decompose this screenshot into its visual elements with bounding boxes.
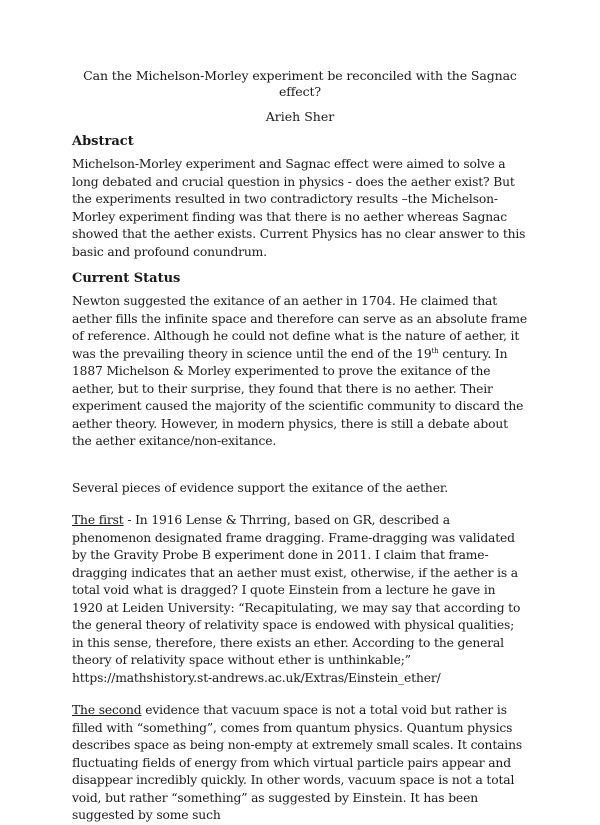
- current-status-heading: Current Status: [72, 271, 181, 286]
- paper-title: Can the Michelson-Morley experiment be reconciled with the Sagnac effect?: [83, 68, 517, 99]
- abstract-paragraph: Michelson-Morley experiment and Sagnac effect were aimed to solve a long debated and crucial question in physics - does the aether exist? But the experiments resulted in two contradictory results –the Michelson-Morley experiment finding was that there is no aether whereas Sagnac showed that the aether exists. Current Physics has no clear answer to this basic and profound conundrum.: [72, 157, 526, 259]
- status-text-start: Newton suggested the exitance of an aether in 1704. He claimed that aether fills the infinite space and therefore can serve as an absolute frame of reference. Although he could not define what is the nature of aether, it was the prevailing theory in science until the end of the 19: [72, 294, 527, 361]
- current-status-paragraph: [72, 293, 528, 451]
- status-text-end: century. In 1887 Michelson & Morley experimented to prove the exitance of the aether, but to their surprise, they found that there is no aether. Their experiment caused the majority of the scientific community to discard the aether theory. However, in modern physics, there is still a debate about the aether exitance/non-exitance.: [72, 346, 524, 448]
- second-evidence-paragraph: [72, 702, 528, 825]
- superscript-th: th: [431, 346, 439, 355]
- second-evidence-text: evidence that vacuum space is not a total void but rather is filled with “something”, comes from quantum physics. Quantum physics describes space as being non-empty at extremely small scales. It contains fluctuating fields of energy from which virtual particle pairs appear and disappear incredibly quickly. In other words, vacuum space is not a total void, but rather “something” as suggested by Einstein. It has been suggested by some such: [72, 703, 523, 822]
- evidence-intro: Several pieces of evidence support the exitance of the aether.: [72, 480, 448, 495]
- first-evidence-label: The first: [72, 513, 124, 527]
- second-evidence-label: The second: [72, 703, 142, 717]
- first-evidence-text: - In 1916 Lense & Thrring, based on GR, described a phenomenon designated frame dragging. Frame-dragging was validated by the Gravity Probe B experiment done in 2011. I claim that frame-dragging indicates that an aether must exist, otherwise, if the aether is a total void what is dragged? I quote Einstein from a lecture he gave in 1920 at Leiden University: “Recapitulating, we may say that according to the general theory of relativity space is endowed with physical qualities; in this sense, therefore, there exists an ether. According to the general theory of relativity space without ether is unthinkable;” https://mathshistory.st-andrews.ac.uk/Extras/Einstein_ether/: [72, 513, 521, 685]
- first-evidence-paragraph: [72, 512, 528, 687]
- abstract-heading: Abstract: [72, 134, 134, 149]
- paper-author: Arieh Sher: [265, 109, 335, 124]
